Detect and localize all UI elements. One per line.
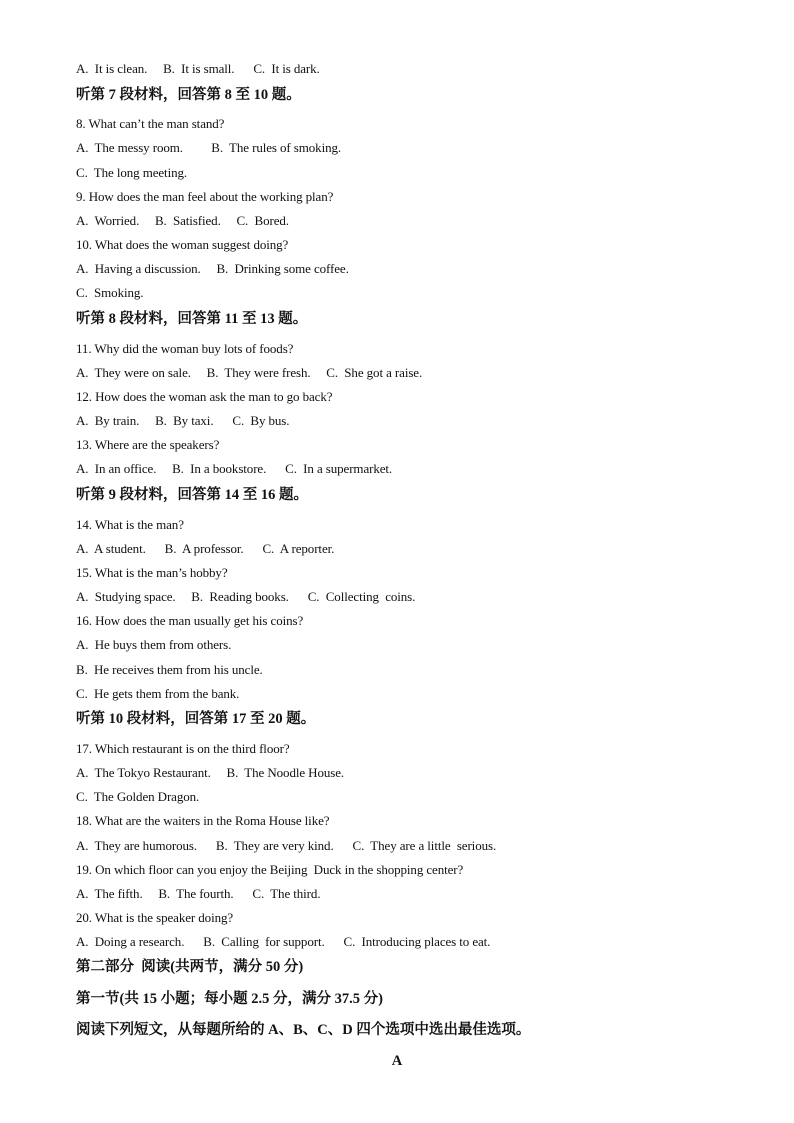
passage-letter: A	[391, 1053, 403, 1069]
option-line: A. Having a discussion. B. Drinking some coffee.	[76, 261, 349, 276]
question-line: 20. What is the speaker doing?	[76, 910, 234, 925]
option-line: A. The fifth. B. The fourth. C. The third.	[76, 886, 321, 901]
option-line: A. Studying space. B. Reading books. C. Collecting coins.	[76, 589, 416, 604]
question-line: 15. What is the man’s hobby?	[76, 565, 228, 580]
option-line: C. He gets them from the bank.	[76, 686, 240, 701]
option-line: A. Doing a research. B. Calling for support. C. Introducing places to eat.	[76, 934, 491, 949]
option-line: C. The long meeting.	[76, 165, 188, 180]
option-line: A. By train. B. By taxi. C. By bus.	[76, 413, 290, 428]
question-line: 14. What is the man?	[76, 517, 184, 532]
option-line: C. Smoking.	[76, 285, 144, 300]
question-line: 13. Where are the speakers?	[76, 437, 220, 452]
instruction-line: 阅读下列短文，从每题所给的 A、B、C、D 四个选项中选出最佳选项。	[76, 1022, 531, 1038]
option-line: A. In an office. B. In a bookstore. C. In a supermarket.	[76, 461, 393, 476]
section-heading: 第一节(共 15 小题；每小题 2.5 分，满分 37.5 分)	[76, 991, 383, 1007]
question-line: 10. What does the woman suggest doing?	[76, 237, 289, 252]
question-line: 9. How does the man feel about the working plan?	[76, 189, 334, 204]
question-line: 17. Which restaurant is on the third floor?	[76, 741, 290, 756]
option-line: A. Worried. B. Satisfied. C. Bored.	[76, 213, 289, 228]
option-line: B. He receives them from his uncle.	[76, 662, 263, 677]
option-line: A. The Tokyo Restaurant. B. The Noodle House.	[76, 765, 345, 780]
section-heading: 听第 7 段材料，回答第 8 至 10 题。	[76, 87, 301, 103]
option-line: C. The Golden Dragon.	[76, 789, 200, 804]
option-line: A. He buys them from others.	[76, 637, 232, 652]
part-heading: 第二部分 阅读(共两节，满分 50 分)	[76, 959, 304, 975]
question-line: 8. What can’t the man stand?	[76, 116, 225, 131]
section-heading: 听第 9 段材料，回答第 14 至 16 题。	[76, 487, 308, 503]
section-heading: 听第 10 段材料，回答第 17 至 20 题。	[76, 711, 316, 727]
option-line: A. It is clean. B. It is small. C. It is dark.	[76, 61, 320, 76]
option-line: A. The messy room. B. The rules of smoking.	[76, 140, 342, 155]
section-heading: 听第 8 段材料，回答第 11 至 13 题。	[76, 311, 308, 327]
question-line: 19. On which floor can you enjoy the Beijing Duck in the shopping center?	[76, 862, 464, 877]
question-line: 12. How does the woman ask the man to go back?	[76, 389, 333, 404]
option-line: A. They were on sale. B. They were fresh. C. She got a raise.	[76, 365, 423, 380]
option-line: A. They are humorous. B. They are very kind. C. They are a little serious.	[76, 838, 497, 853]
question-line: 16. How does the man usually get his coins?	[76, 613, 304, 628]
question-line: 11. Why did the woman buy lots of foods?	[76, 341, 294, 356]
question-line: 18. What are the waiters in the Roma House like?	[76, 813, 330, 828]
option-line: A. A student. B. A professor. C. A reporter.	[76, 541, 335, 556]
